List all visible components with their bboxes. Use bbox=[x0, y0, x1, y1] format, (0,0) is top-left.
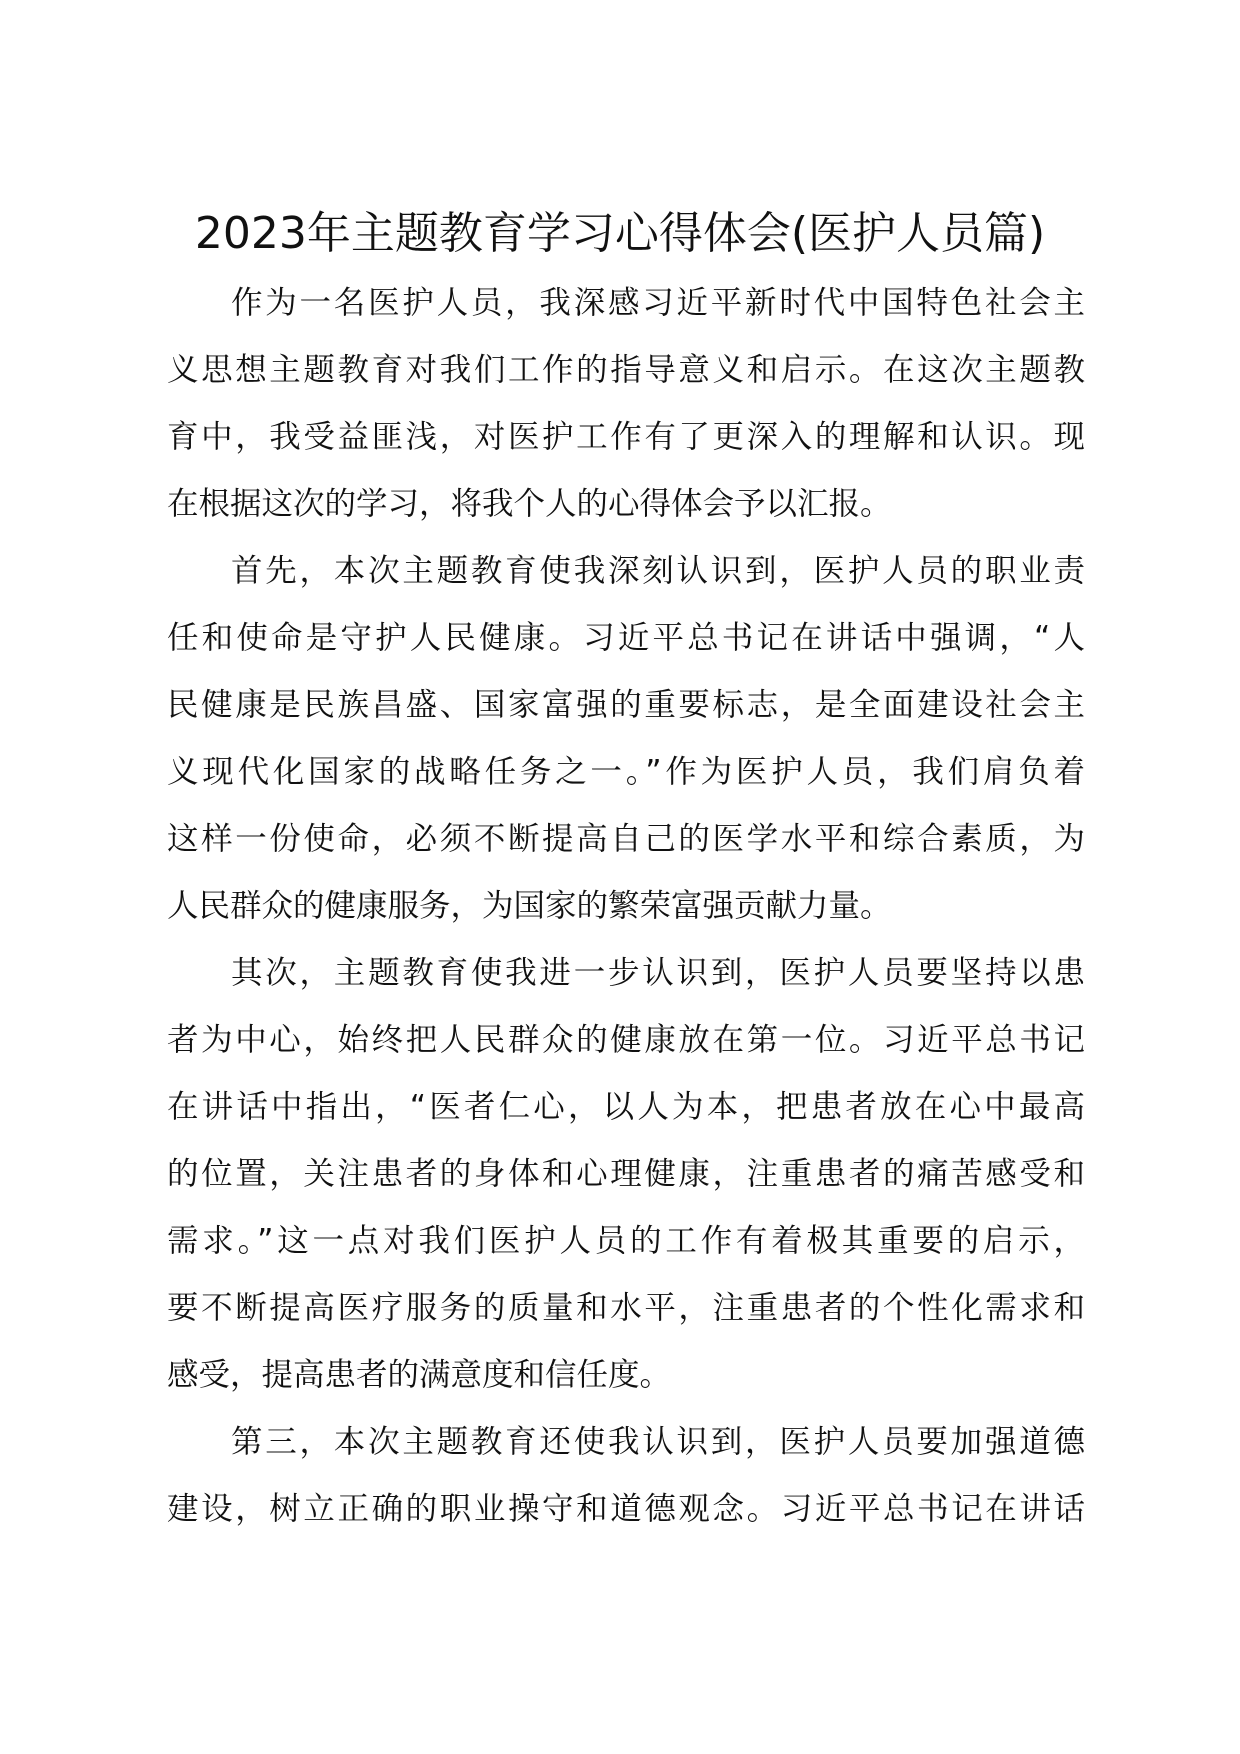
paragraph-2-line-2: 任和使命是守护人民健康。习近平总书记在讲话中强调，“人 bbox=[167, 620, 1085, 656]
paragraph-1-line-2: 义思想主题教育对我们工作的指导意义和启示。在这次主题教 bbox=[167, 352, 1085, 388]
paragraph-3-line-4: 的位置，关注患者的身体和心理健康，注重患者的痛苦感受和 bbox=[167, 1156, 1085, 1192]
paragraph-2-line-1: 首先，本次主题教育使我深刻认识到，医护人员的职业责 bbox=[231, 553, 1085, 589]
paragraph-1-line-4: 在根据这次的学习，将我个人的心得体会予以汇报。 bbox=[167, 486, 892, 522]
document-title: 2023年主题教育学习心得体会(医护人员篇) bbox=[194, 208, 1046, 259]
paragraph-3-line-7: 感受，提高患者的满意度和信任度。 bbox=[167, 1357, 672, 1393]
paragraph-3-line-1: 其次，主题教育使我进一步认识到，医护人员要坚持以患 bbox=[231, 955, 1085, 991]
paragraph-1-line-3: 育中，我受益匪浅，对医护工作有了更深入的理解和认识。现 bbox=[167, 419, 1085, 455]
paragraph-2-line-6: 人民群众的健康服务，为国家的繁荣富强贡献力量。 bbox=[167, 888, 892, 924]
paragraph-2-line-3: 民健康是民族昌盛、国家富强的重要标志，是全面建设社会主 bbox=[167, 687, 1085, 723]
paragraph-3-line-5: 需求。”这一点对我们医护人员的工作有着极其重要的启示， bbox=[167, 1223, 1085, 1259]
paragraph-4-line-2: 建设，树立正确的职业操守和道德观念。习近平总书记在讲话 bbox=[167, 1491, 1085, 1527]
paragraph-3-line-3: 在讲话中指出，“医者仁心，以人为本，把患者放在心中最高 bbox=[167, 1089, 1085, 1125]
paragraph-3-line-6: 要不断提高医疗服务的质量和水平，注重患者的个性化需求和 bbox=[167, 1290, 1085, 1326]
document-body bbox=[167, 270, 1085, 1543]
paragraph-2-line-4: 义现代化国家的战略任务之一。”作为医护人员，我们肩负着 bbox=[167, 754, 1085, 790]
paragraph-2-line-5: 这样一份使命，必须不断提高自己的医学水平和综合素质，为 bbox=[167, 821, 1085, 857]
paragraph-1-line-1: 作为一名医护人员，我深感习近平新时代中国特色社会主 bbox=[231, 285, 1085, 321]
paragraph-3-line-2: 者为中心，始终把人民群众的健康放在第一位。习近平总书记 bbox=[167, 1022, 1085, 1058]
paragraph-4-line-1: 第三，本次主题教育还使我认识到，医护人员要加强道德 bbox=[231, 1424, 1085, 1460]
